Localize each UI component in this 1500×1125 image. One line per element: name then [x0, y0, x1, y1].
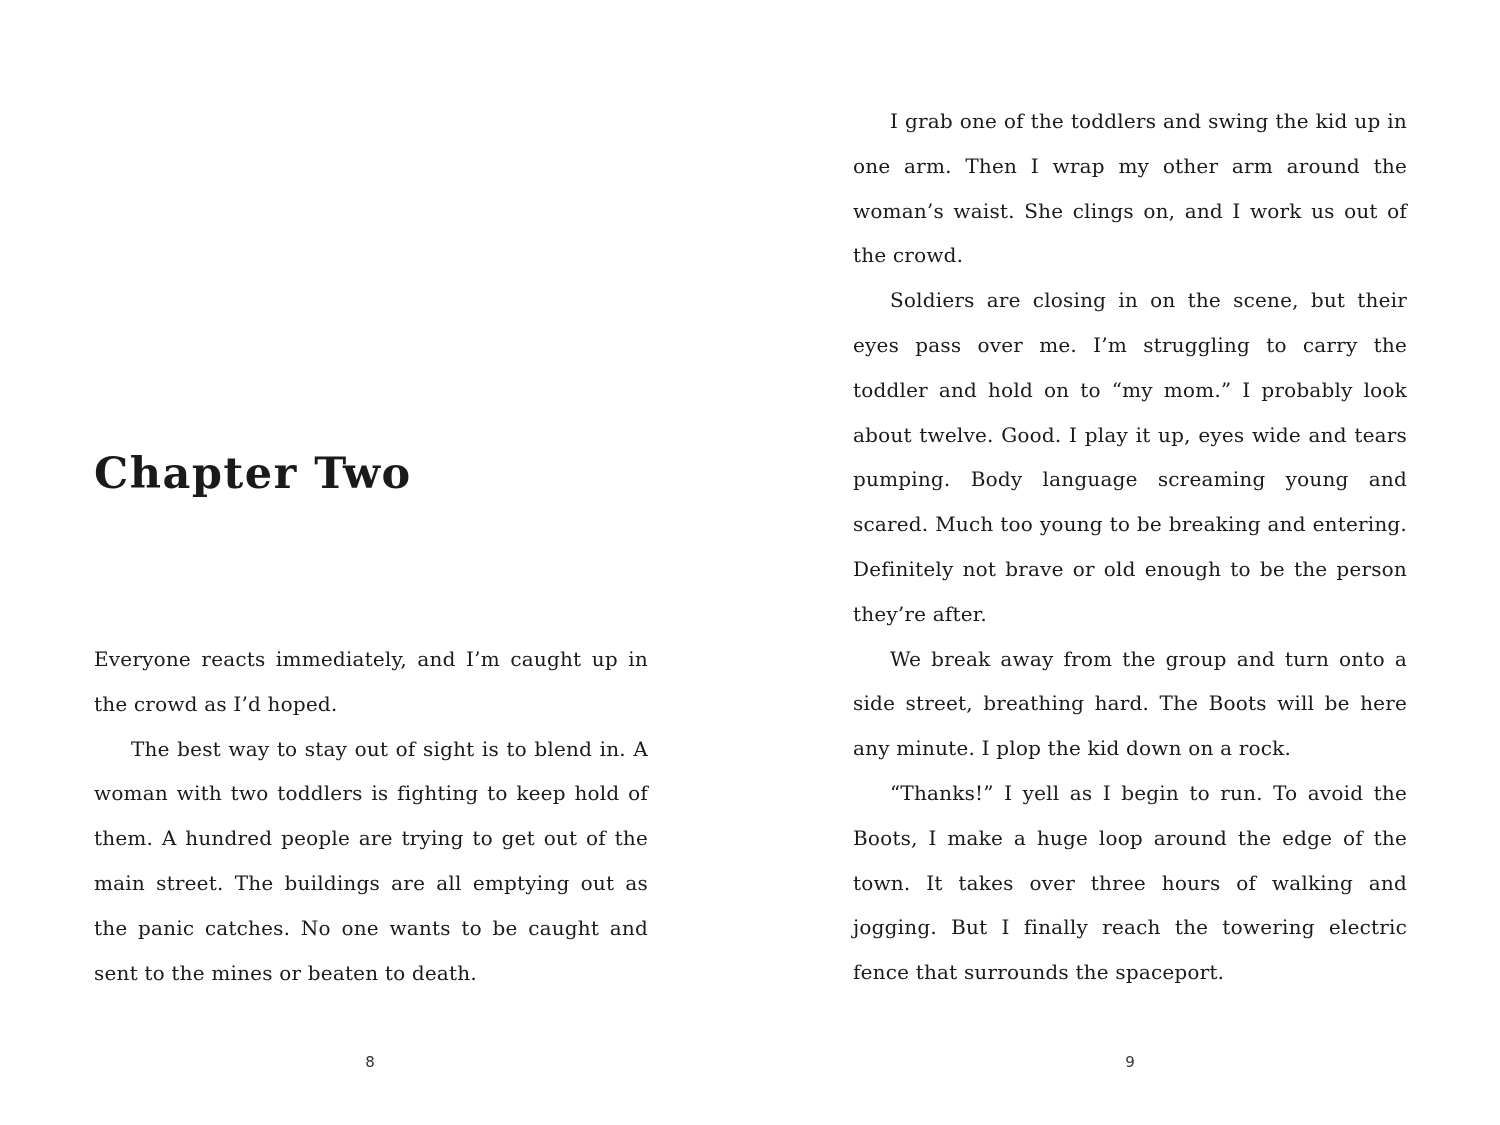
paragraph: We break away from the group and turn onto a side street, breathing hard. The Boots will be here any minute. I plop the kid down on a rock.: [853, 646, 1407, 761]
paragraph: “Thanks!” I yell as I begin to run. To avoid the Boots, I make a huge loop around the edge of the town. It takes over three hours of walking and jogging. But I finally reach the towering electric fence that surrounds the spaceport.: [853, 780, 1407, 985]
paragraph: Soldiers are closing in on the scene, but their eyes pass over me. I’m struggling to carry the toddler and hold on to “my mom.” I probably look about twelve. Good. I play it up, eyes wide and tears pumping. Body language screaming young and scared. Much too young to be breaking and entering. Definitely not brave or old enough to be the person they’re after.: [853, 288, 1407, 626]
page-number: 8: [365, 1053, 375, 1071]
chapter-title: Chapter Two: [94, 449, 412, 499]
left-page-body: [94, 637, 648, 995]
right-page-body: [853, 99, 1407, 995]
right-page: [750, 0, 1500, 1125]
paragraph: Everyone reacts immediately, and I’m caught up in the crowd as I’d hoped.: [94, 647, 648, 716]
paragraph: I grab one of the toddlers and swing the kid up in one arm. Then I wrap my other arm around the woman’s waist. She clings on, and I work us out of the crowd.: [853, 109, 1407, 268]
paragraph: The best way to stay out of sight is to blend in. A woman with two toddlers is fighting to keep hold of them. A hundred people are trying to get out of the main street. The buildings are all emptying out as the panic catches. No one wants to be caught and sent to the mines or beaten to death.: [94, 736, 648, 985]
page-number: 9: [1125, 1053, 1135, 1071]
